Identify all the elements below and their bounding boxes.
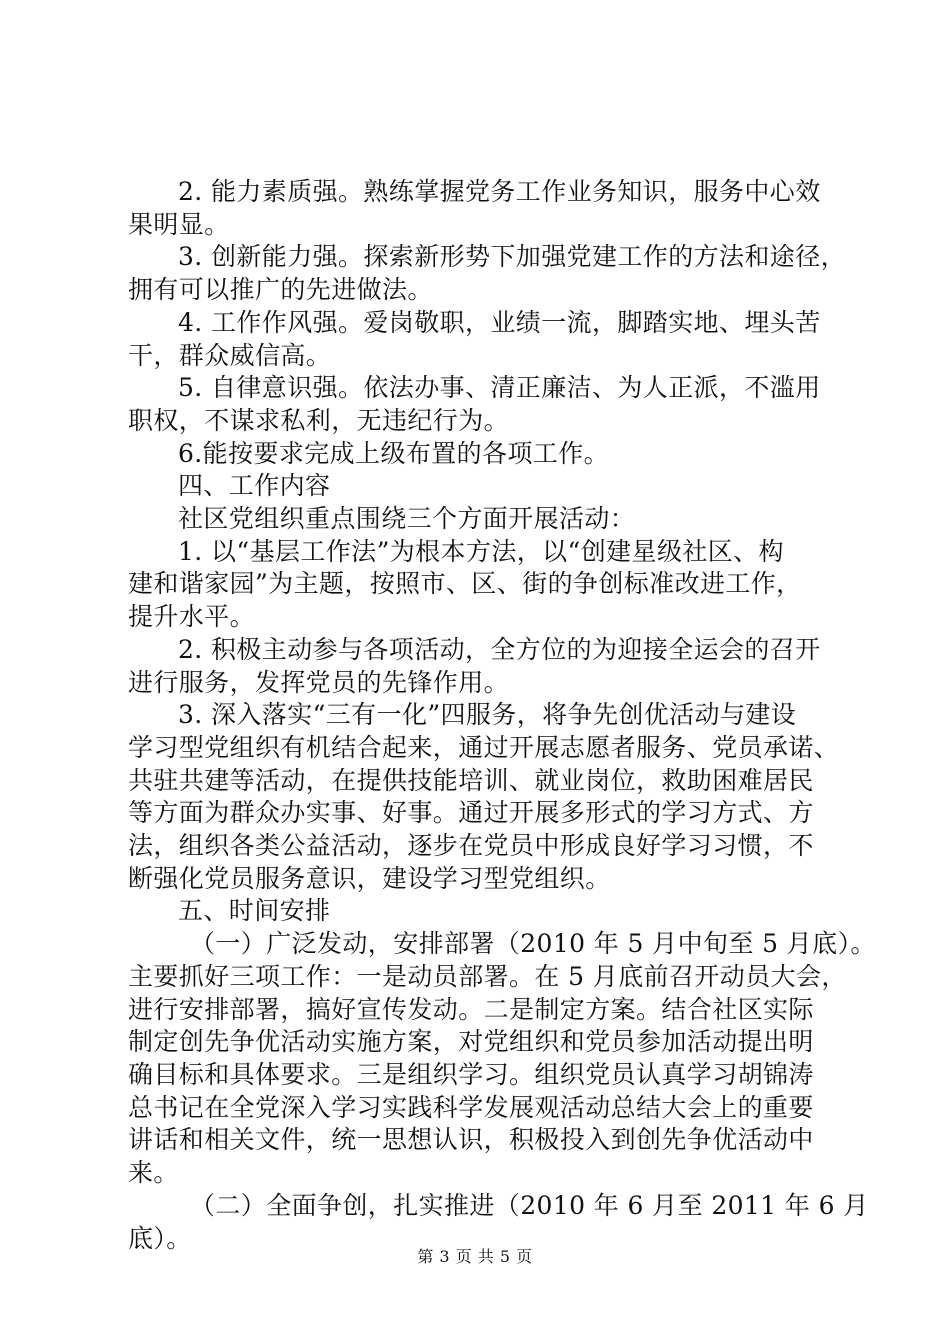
text-line: 4. 工作作风强。爱岗敬职，业绩一流，脚踏实地、埋头苦 <box>178 307 821 337</box>
text-line: 等方面为群众办实事、好事。通过开展多形式的学习方式、方 <box>128 798 814 828</box>
text-line: 社区党组织重点围绕三个方面开展活动： <box>178 504 636 534</box>
text-line: 2. 积极主动参与各项活动，全方位的为迎接全运会的召开 <box>178 634 821 664</box>
text-line: 3. 创新能力强。探索新形势下加强党建工作的方法和途径， <box>178 242 847 272</box>
text-line: 确目标和具体要求。三是组织学习。组织党员认真学习胡锦涛 <box>128 1059 814 1089</box>
text-line: 3. 深入落实“三有一化”四服务，将争先创优活动与建设 <box>178 700 797 730</box>
text-line: 拥有可以推广的先进做法。 <box>128 275 433 305</box>
text-line: 底）。 <box>128 1223 192 1253</box>
text-line: 共驻共建等活动，在提供技能培训、就业岗位，救助困难居民 <box>128 765 814 795</box>
text-line: 提升水平。 <box>128 602 256 632</box>
text-line: （一）广泛发动，安排部署（2010 年 5 月中旬至 5 月底）。 <box>190 929 876 959</box>
text-line: （二）全面争创，扎实推进（2010 年 6 月至 2011 年 6 月 <box>190 1190 869 1220</box>
text-line: 讲话和相关文件，统一思想认识，积极投入到创先争优活动中 <box>128 1125 814 1155</box>
text-line: 进行服务，发挥党员的先锋作用。 <box>128 667 510 697</box>
text-line: 6.能按要求完成上级布置的各项工作。 <box>178 438 610 468</box>
text-line: 主要抓好三项工作：一是动员部署。在 5 月底前召开动员大会， <box>128 961 847 991</box>
text-line: 建和谐家园”为主题，按照市、区、街的争创标准改进工作， <box>128 569 802 599</box>
text-line: 来。 <box>128 1158 179 1188</box>
text-line: 职权，不谋求私利，无违纪行为。 <box>128 405 510 435</box>
text-line: 5. 自律意识强。依法办事、清正廉洁、为人正派，不滥用 <box>178 373 821 403</box>
text-line: 断强化党员服务意识，建设学习型党组织。 <box>128 863 611 893</box>
text-line: 学习型党组织有机结合起来，通过开展志愿者服务、党员承诺、 <box>128 732 840 762</box>
text-line: 1. 以“基层工作法”为根本方法，以“创建星级社区、构 <box>178 536 784 566</box>
text-line: 2. 能力素质强。熟练掌握党务工作业务知识，服务中心效 <box>178 177 821 206</box>
text-line: 制定创先争优活动实施方案，对党组织和党员参加活动提出明 <box>128 1027 814 1057</box>
page-number-footer: 第 3 页 共 5 页 <box>417 1247 533 1266</box>
text-line: 进行安排部署，搞好宣传发动。二是制定方案。结合社区实际 <box>128 994 814 1024</box>
text-line: 干，群众威信高。 <box>128 340 332 370</box>
text-line: 总书记在全党深入学习实践科学发展观活动总结大会上的重要 <box>128 1092 814 1122</box>
text-line: 法，组织各类公益活动，逐步在党员中形成良好学习习惯，不 <box>128 831 814 861</box>
section-heading: 四、工作内容 <box>178 471 331 501</box>
text-line: 果明显。 <box>128 209 230 239</box>
section-heading: 五、时间安排 <box>178 896 331 926</box>
document-body <box>128 176 876 1255</box>
